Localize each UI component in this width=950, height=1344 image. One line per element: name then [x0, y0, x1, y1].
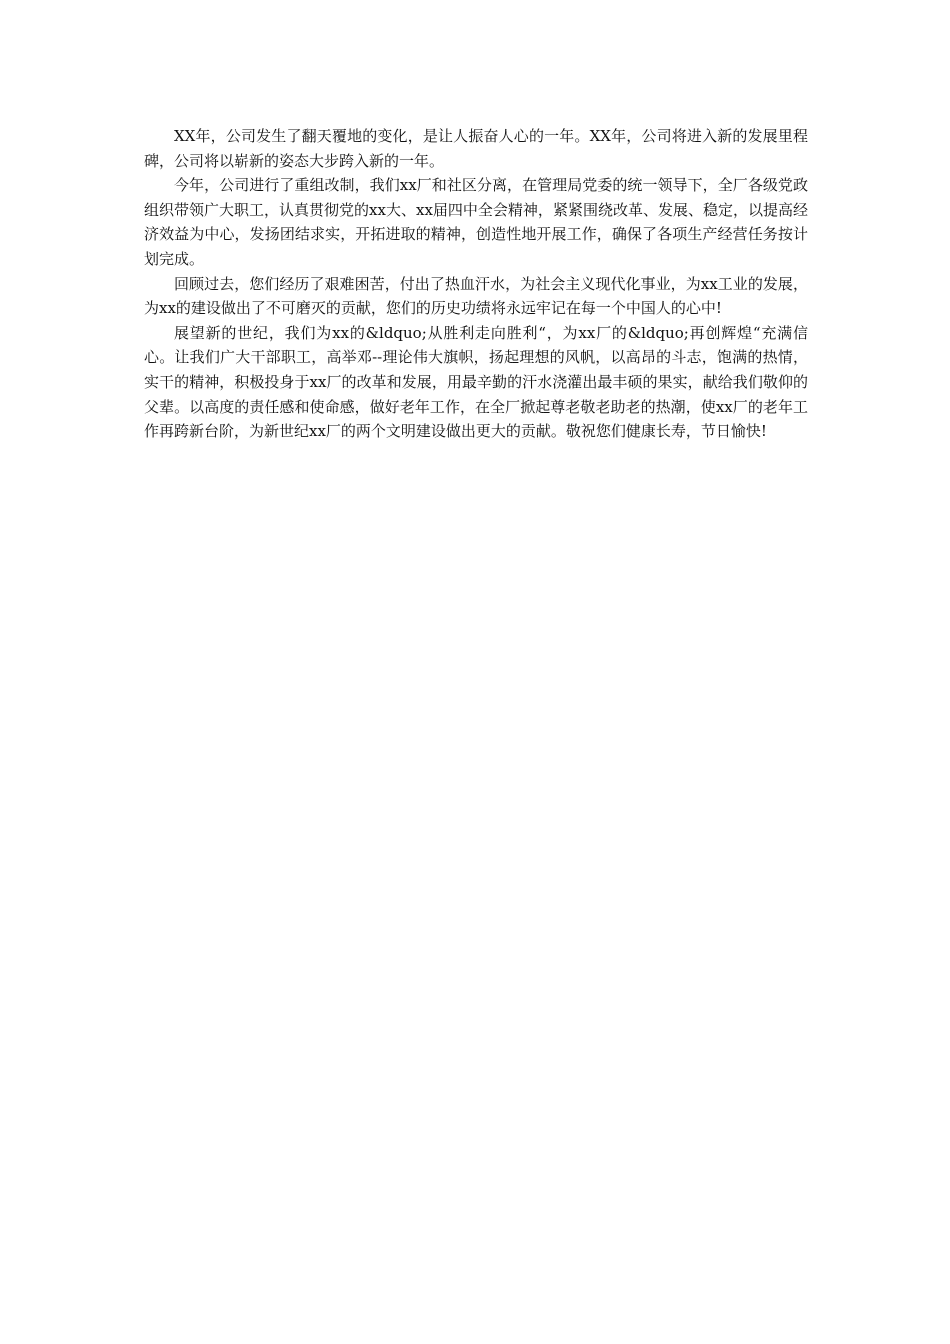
document-body — [144, 124, 808, 444]
paragraph-3: 回顾过去，您们经历了艰难困苦，付出了热血汗水，为社会主义现代化事业，为xx工业的发展，为xx的建设做出了不可磨灭的贡献，您们的历史功绩将永远牢记在每一个中国人的心中! — [144, 274, 808, 318]
paragraph-1: XX年，公司发生了翻天覆地的变化，是让人振奋人心的一年。XX年，公司将进入新的发展里程碑，公司将以崭新的姿态大步跨入新的一年。 — [144, 127, 808, 170]
paragraph-2: 今年，公司进行了重组改制，我们xx厂和社区分离，在管理局党委的统一领导下，全厂各级党政组织带领广大职工，认真贯彻党的xx大、xx届四中全会精神，紧紧围绕改革、发展、稳定，以提高经济效益为中心，发扬团结求实，开拓进取的精神，创造性地开展工作，确保了各项生产经营任务按计划完成。 — [144, 176, 808, 268]
paragraph-4: 展望新的世纪，我们为xx的&ldquo;从胜利走向胜利“，为xx厂的&ldquo;再创辉煌“充满信心。让我们广大干部职工，高举邓--理论伟大旗帜，扬起理想的风帆，以高昂的斗志，饱满的热情，实干的精神，积极投身于xx厂的改革和发展，用最辛勤的汗水浇灌出最丰硕的果实，献给我们敬仰的父辈。以高度的责任感和使命感，做好老年工作，在全厂掀起尊老敬老助老的热潮，使xx厂的老年工作再跨新台阶，为新世纪xx厂的两个文明建设做出更大的贡献。敬祝您们健康长寿，节日愉快! — [144, 323, 808, 441]
